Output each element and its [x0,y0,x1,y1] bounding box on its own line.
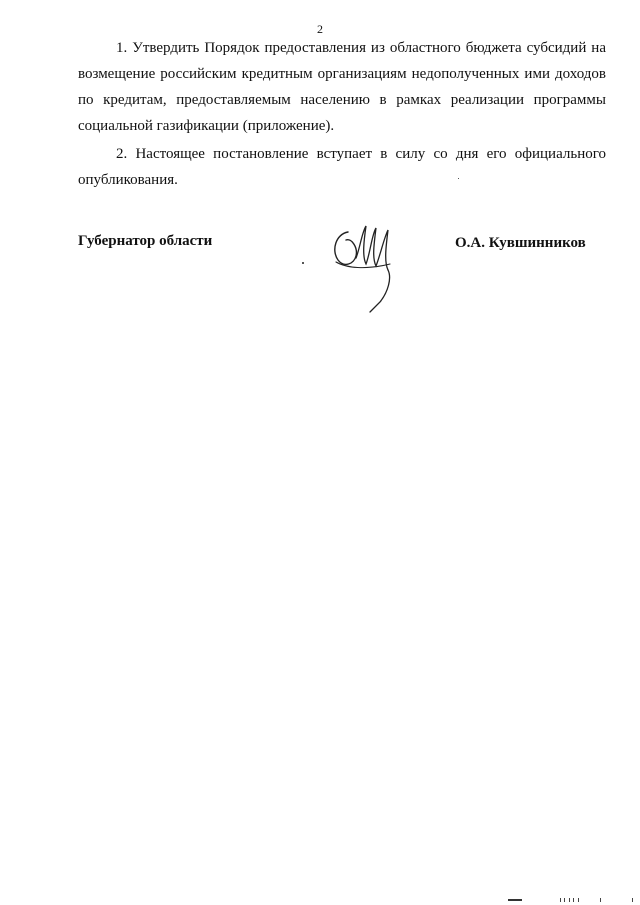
document-body [78,35,606,193]
paragraph-1: 1. Утвердить Порядок предоставления из областного бюджета субсидий на возмещение российским кредитным организациям недополученных ими доходов по кредитам, предоставляемым населению в рамках реализации программы социальной газификации (приложение). [78,40,606,134]
handwritten-signature [326,218,406,314]
page-number: 2 [317,22,323,36]
scan-speck [302,262,304,264]
signatory-position: Губернатор области [78,233,213,249]
scan-footer-marks [508,897,640,903]
paragraph-2: 2. Настоящее постановление вступает в силу со дня его официального опубликования. [78,146,606,188]
scan-speck [458,178,459,179]
signatory-name: О.А. Кувшинников [455,235,586,251]
